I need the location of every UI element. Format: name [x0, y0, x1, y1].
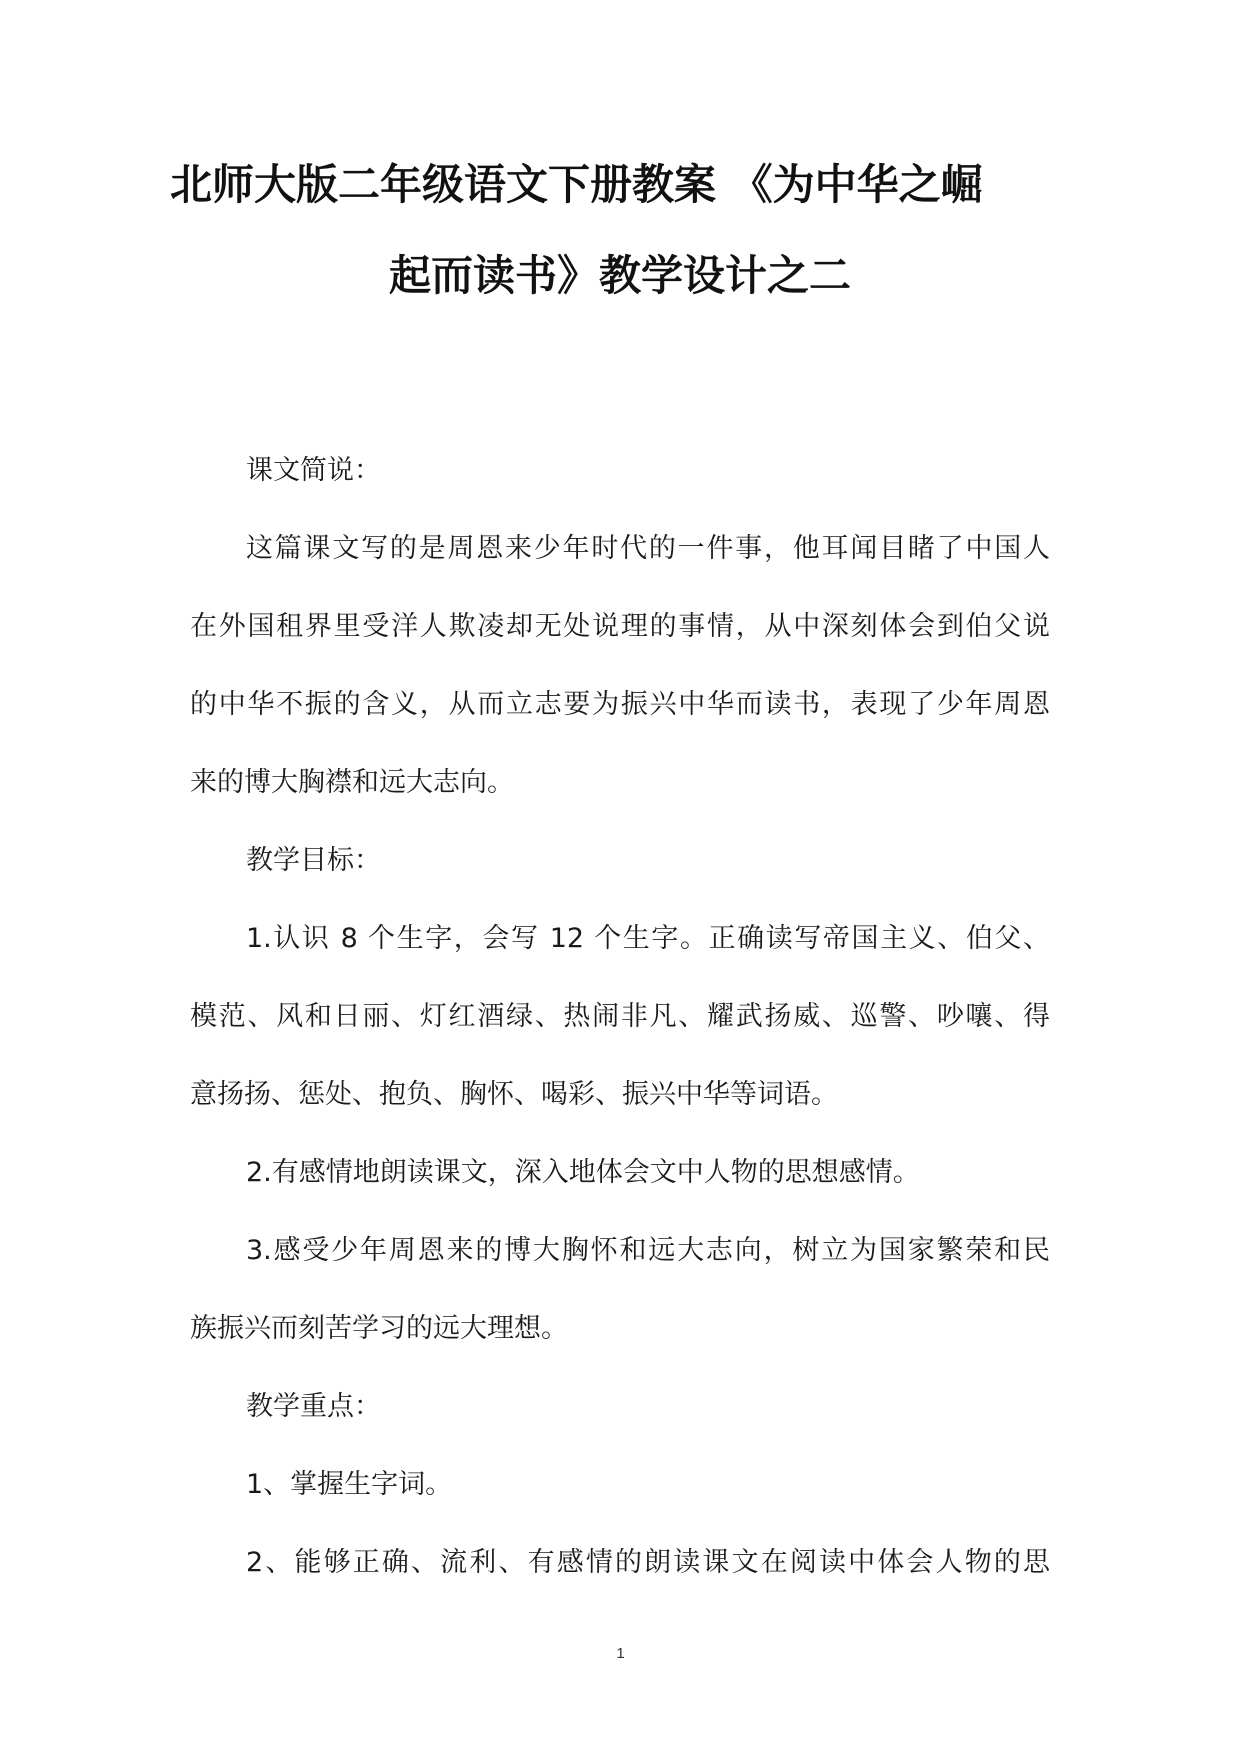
list-item-line: 族振兴而刻苦学习的远大理想。 [190, 1313, 568, 1344]
section-heading-teaching-goals: 教学目标： [246, 845, 381, 876]
list-item-line: 3.感受少年周恩来的博大胸怀和远大志向，树立为国家繁荣和民 [246, 1235, 1050, 1266]
section-heading-teaching-focus: 教学重点： [246, 1391, 381, 1422]
list-item-line: 1、掌握生字词。 [246, 1469, 453, 1500]
document-title-line-1: 北师大版二年级语文下册教案 《为中华之崛 [170, 160, 983, 209]
paragraph-line: 的中华不振的含义，从而立志要为振兴中华而读书，表现了少年周恩 [190, 689, 1050, 720]
list-item-line: 意扬扬、惩处、抱负、胸怀、喝彩、振兴中华等词语。 [190, 1079, 838, 1110]
list-item-line: 2.有感情地朗读课文，深入地体会文中人物的思想感情。 [246, 1157, 920, 1188]
page-number: 1 [616, 1645, 625, 1662]
paragraph-line: 在外国租界里受洋人欺凌却无处说理的事情，从中深刻体会到伯父说 [190, 611, 1050, 642]
list-item-line: 1.认识 8 个生字，会写 12 个生字。正确读写帝国主义、伯父、 [246, 923, 1050, 954]
paragraph-line: 这篇课文写的是周恩来少年时代的一件事，他耳闻目睹了中国人 [246, 533, 1050, 564]
paragraph-line: 来的博大胸襟和远大志向。 [190, 767, 514, 798]
document-title-line-2: 起而读书》教学设计之二 [388, 251, 851, 300]
list-item-line: 模范、风和日丽、灯红酒绿、热闹非凡、耀武扬威、巡警、吵嚷、得 [190, 1001, 1050, 1032]
section-heading-text-summary: 课文简说： [246, 455, 381, 486]
list-item-line: 2、能够正确、流利、有感情的朗读课文在阅读中体会人物的思 [246, 1547, 1050, 1578]
